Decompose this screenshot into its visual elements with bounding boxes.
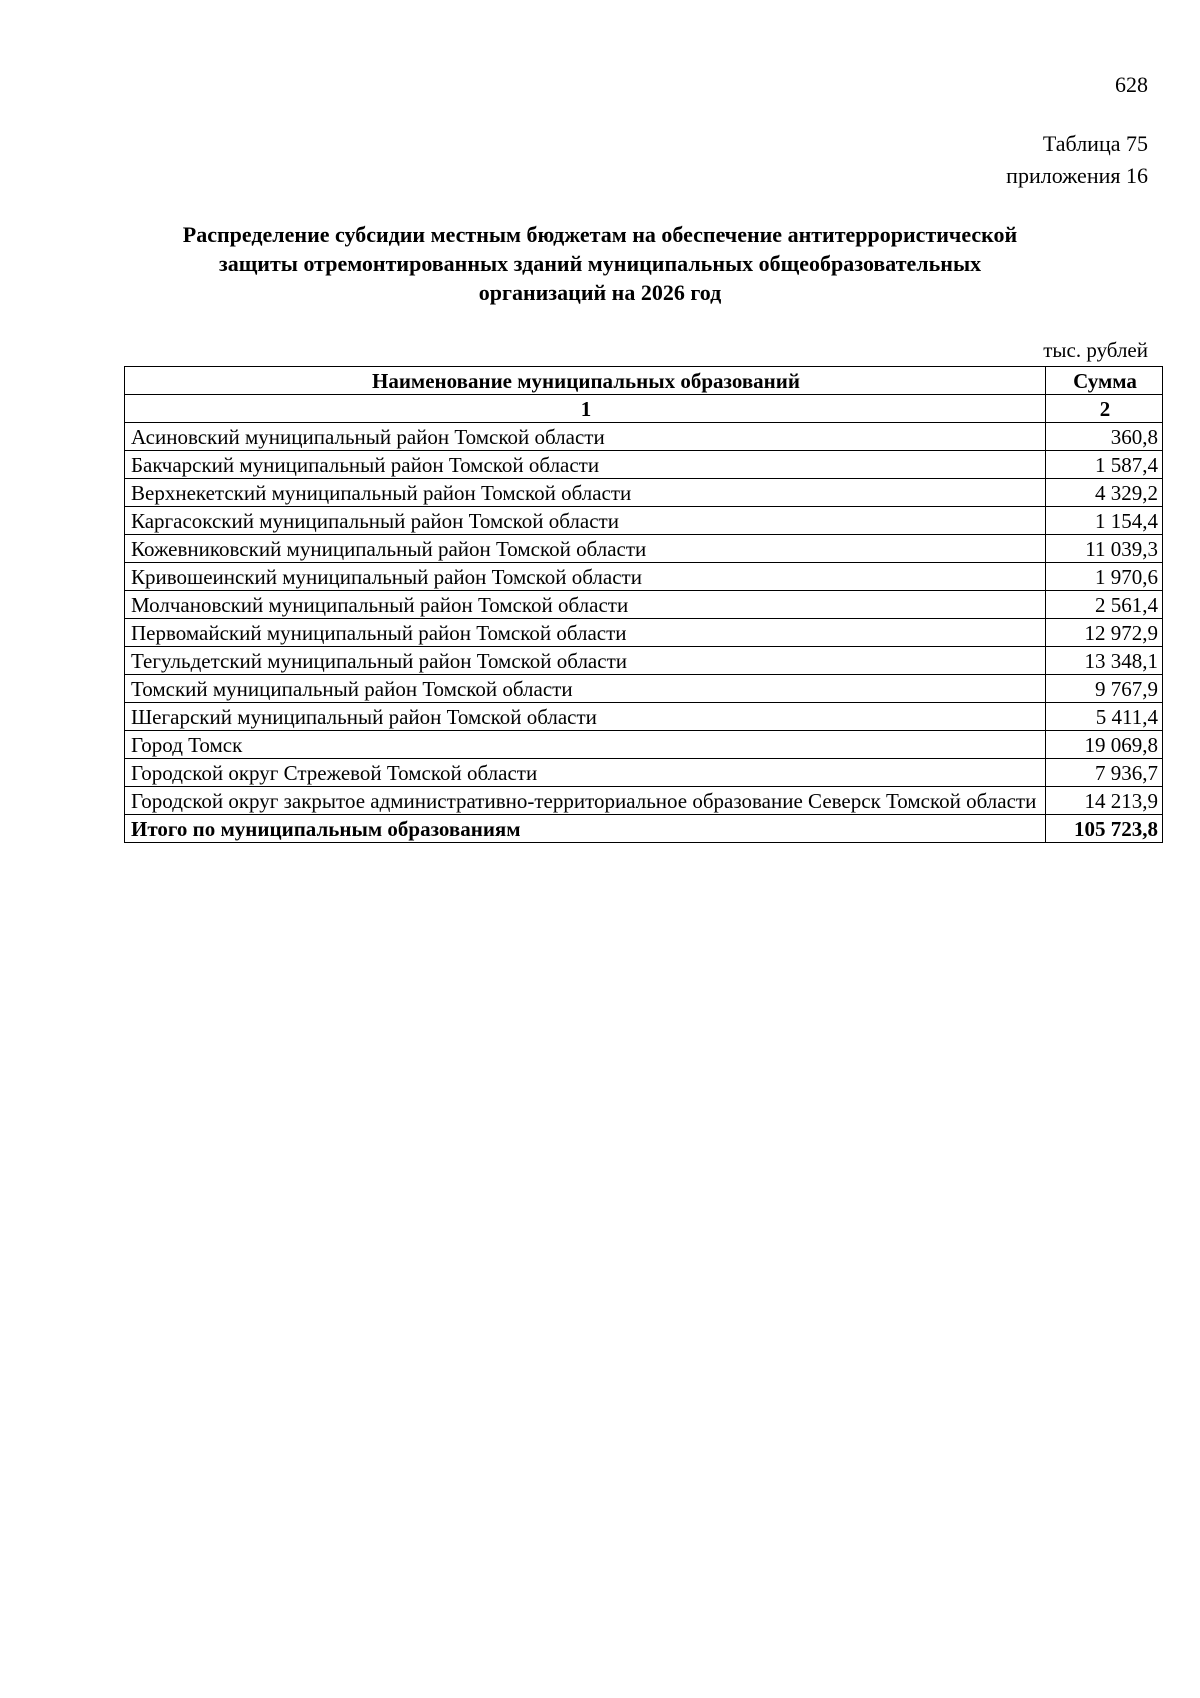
table-row bbox=[125, 731, 1163, 759]
column-number-name: 1 bbox=[125, 395, 1046, 423]
row-name: Каргасокский муниципальный район Томской области bbox=[125, 507, 1046, 535]
row-sum: 2 561,4 bbox=[1046, 591, 1163, 619]
table-row bbox=[125, 479, 1163, 507]
document-title-line-2: защиты отремонтированных зданий муниципальных общеобразовательных bbox=[218, 251, 982, 276]
row-name: Городской округ закрытое административно-территориальное образование Северск Томской области bbox=[125, 787, 1046, 815]
table-row bbox=[125, 535, 1163, 563]
row-name: Асиновский муниципальный район Томской области bbox=[125, 423, 1046, 451]
row-sum: 1 587,4 bbox=[1046, 451, 1163, 479]
page-number: 628 bbox=[1115, 72, 1148, 97]
unit-label: тыс. рублей bbox=[1043, 338, 1148, 362]
row-name: Шегарский муниципальный район Томской области bbox=[125, 703, 1046, 731]
row-sum: 19 069,8 bbox=[1046, 731, 1163, 759]
table-row bbox=[125, 563, 1163, 591]
total-name: Итого по муниципальным образованиям bbox=[125, 815, 1046, 843]
table-row bbox=[125, 675, 1163, 703]
document-title-line-1: Распределение субсидии местным бюджетам на обеспечение антитеррористической bbox=[182, 222, 1018, 247]
row-sum: 13 348,1 bbox=[1046, 647, 1163, 675]
row-sum: 9 767,9 bbox=[1046, 675, 1163, 703]
total-row bbox=[125, 815, 1163, 843]
table-row bbox=[125, 647, 1163, 675]
row-sum: 5 411,4 bbox=[1046, 703, 1163, 731]
column-number-row bbox=[125, 395, 1163, 423]
row-name: Тегульдетский муниципальный район Томской области bbox=[125, 647, 1046, 675]
table-row bbox=[125, 423, 1163, 451]
row-sum: 7 936,7 bbox=[1046, 759, 1163, 787]
row-sum: 360,8 bbox=[1046, 423, 1163, 451]
row-name: Первомайский муниципальный район Томской области bbox=[125, 619, 1046, 647]
row-sum: 11 039,3 bbox=[1046, 535, 1163, 563]
row-sum: 1 970,6 bbox=[1046, 563, 1163, 591]
row-sum: 12 972,9 bbox=[1046, 619, 1163, 647]
row-name: Молчановский муниципальный район Томской области bbox=[125, 591, 1046, 619]
row-sum: 14 213,9 bbox=[1046, 787, 1163, 815]
table-reference-line-1: Таблица 75 bbox=[1042, 131, 1148, 156]
document-title-line-3: организаций на 2026 год bbox=[478, 280, 722, 305]
table-reference bbox=[1006, 128, 1148, 192]
row-name: Городской округ Стрежевой Томской области bbox=[125, 759, 1046, 787]
row-name: Кожевниковский муниципальный район Томской области bbox=[125, 535, 1046, 563]
column-number-sum: 2 bbox=[1046, 395, 1163, 423]
total-sum: 105 723,8 bbox=[1046, 815, 1163, 843]
row-sum: 4 329,2 bbox=[1046, 479, 1163, 507]
row-name: Верхнекетский муниципальный район Томской области bbox=[125, 479, 1046, 507]
row-name: Бакчарский муниципальный район Томской области bbox=[125, 451, 1046, 479]
subsidy-table bbox=[124, 366, 1163, 843]
document-title bbox=[110, 220, 1090, 307]
header-name: Наименование муниципальных образований bbox=[125, 367, 1046, 395]
table-row bbox=[125, 619, 1163, 647]
table-row bbox=[125, 787, 1163, 815]
table-row bbox=[125, 703, 1163, 731]
table-row bbox=[125, 451, 1163, 479]
table-row bbox=[125, 591, 1163, 619]
row-name: Кривошеинский муниципальный район Томской области bbox=[125, 563, 1046, 591]
table-reference-line-2: приложения 16 bbox=[1006, 163, 1148, 188]
row-name: Томский муниципальный район Томской области bbox=[125, 675, 1046, 703]
header-sum: Сумма bbox=[1046, 367, 1163, 395]
table-row bbox=[125, 507, 1163, 535]
table-row bbox=[125, 759, 1163, 787]
row-name: Город Томск bbox=[125, 731, 1046, 759]
table-header-row bbox=[125, 367, 1163, 395]
row-sum: 1 154,4 bbox=[1046, 507, 1163, 535]
